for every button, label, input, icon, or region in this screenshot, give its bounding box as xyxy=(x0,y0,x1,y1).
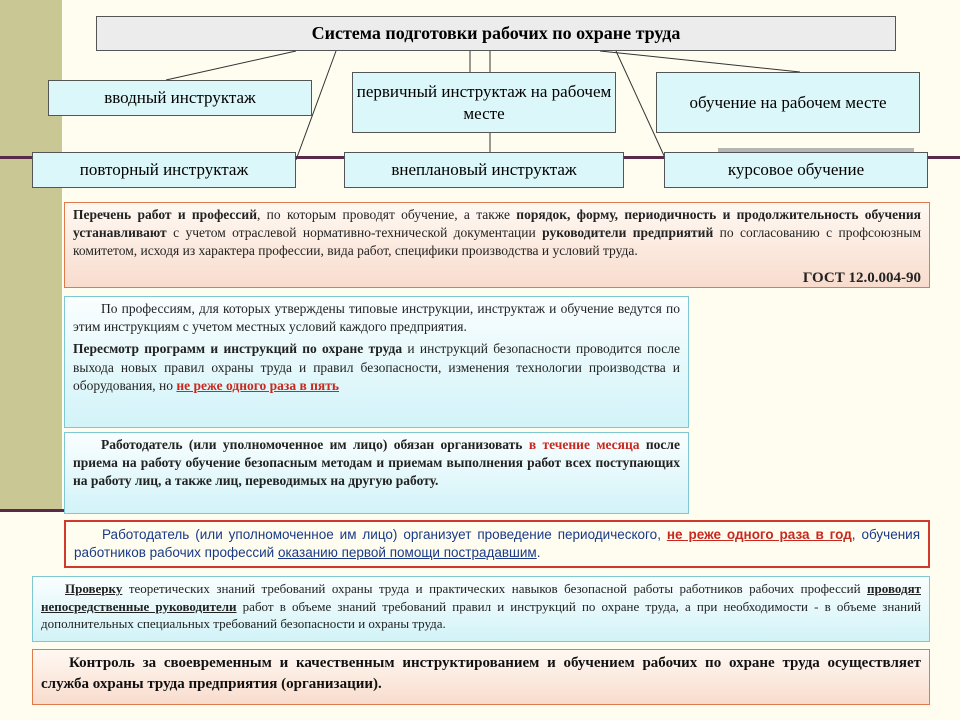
panel1-text-2: с учетом отраслевой нормативно-технической документации xyxy=(166,225,543,241)
bottom-divider-line xyxy=(0,509,66,512)
panel1-bold-2: порядок, форму, периодичность и продолжительность обучения устанавливают xyxy=(73,207,921,241)
panel5-bold-2: проводят непосредственные руководители xyxy=(41,581,921,614)
panel-control xyxy=(32,649,930,705)
box-intro-briefing: вводный инструктаж xyxy=(48,80,312,116)
panel3-highlight: в течение месяца xyxy=(528,437,640,452)
panel-instructions xyxy=(64,296,689,428)
panel4-text-1: Работодатель (или уполномоченное им лицо) организует проведение периодического, xyxy=(102,527,667,542)
panel2-paragraph-1: По профессиям, для которых утверждены типовые инструкции, инструктаж и обучение ведутся по этим инструкциям с учетом местных условий каждого предприятия. xyxy=(73,301,680,335)
panel5-text-1: теоретических знаний требований охраны труда и практических навыков безопасной работы работников рабочих профессий xyxy=(122,581,868,596)
panel1-bold-3: руководители предприятий xyxy=(542,225,714,241)
panel-first-aid xyxy=(64,520,930,568)
panel-knowledge-check xyxy=(32,576,930,642)
panel4-text-2: , обучения работников рабочих профессий xyxy=(74,527,921,561)
panel1-bold-1: Перечень работ и профессий xyxy=(73,207,257,222)
panel-employer-duty xyxy=(64,432,689,514)
gost-reference: ГОСТ 12.0.004-90 xyxy=(802,269,921,286)
diagram-title: Система подготовки рабочих по охране труда xyxy=(96,16,896,51)
box-course-training: курсовое обучение xyxy=(664,152,928,188)
panel3-text-1: Работодатель (или уполномоченное им лицо) обязан организовать xyxy=(101,437,529,452)
panel5-text-2: работ в объеме знаний требований правил и инструкций по охране труда, а при необходимости - в объеме знаний дополнительных специальных требований безопасности и охраны труда. xyxy=(41,598,922,632)
box-primary-briefing: первичный инструктаж на рабочем месте xyxy=(352,72,616,133)
panel4-highlight-1: не реже одного раза в год xyxy=(666,527,852,542)
panel4-highlight-2: оказанию первой помощи пострадавшим xyxy=(277,545,537,561)
panel1-text-1: , по которым проводят обучение, а также xyxy=(256,207,517,222)
box-unscheduled-briefing: внеплановый инструктаж xyxy=(344,152,624,188)
box-workplace-training: обучение на рабочем месте xyxy=(656,72,920,133)
panel5-bold-1: Проверку xyxy=(65,581,123,596)
panel-work-list xyxy=(64,202,930,288)
panel3-text-2: после приема на работу обучение безопасным методам и приемам выполнения работ всех поступающих на работу лиц, а также лиц, переводимых на другую работу. xyxy=(73,437,680,489)
panel4-text-3: . xyxy=(536,545,541,561)
panel2-text: и инструкций безопасности проводится после выхода новых правил охраны труда и правил безопасности, изменения технологии производства и оборудования, но xyxy=(73,341,680,393)
panel1-text-3: по согласованию с профсоюзным комитетом, исходя из характера профессии, вида работ, специфики производства и условий труда. xyxy=(73,225,921,259)
panel2-bold: Пересмотр программ и инструкций по охране труда xyxy=(73,341,403,357)
box-repeat-briefing: повторный инструктаж xyxy=(32,152,296,188)
panel2-highlight: не реже одного раза в пять xyxy=(176,377,339,393)
panel6-text: Контроль за своевременным и качественным инструктированием и обучением рабочих по охране труда осуществляет служба охраны труда предприятия (организации). xyxy=(41,655,921,692)
